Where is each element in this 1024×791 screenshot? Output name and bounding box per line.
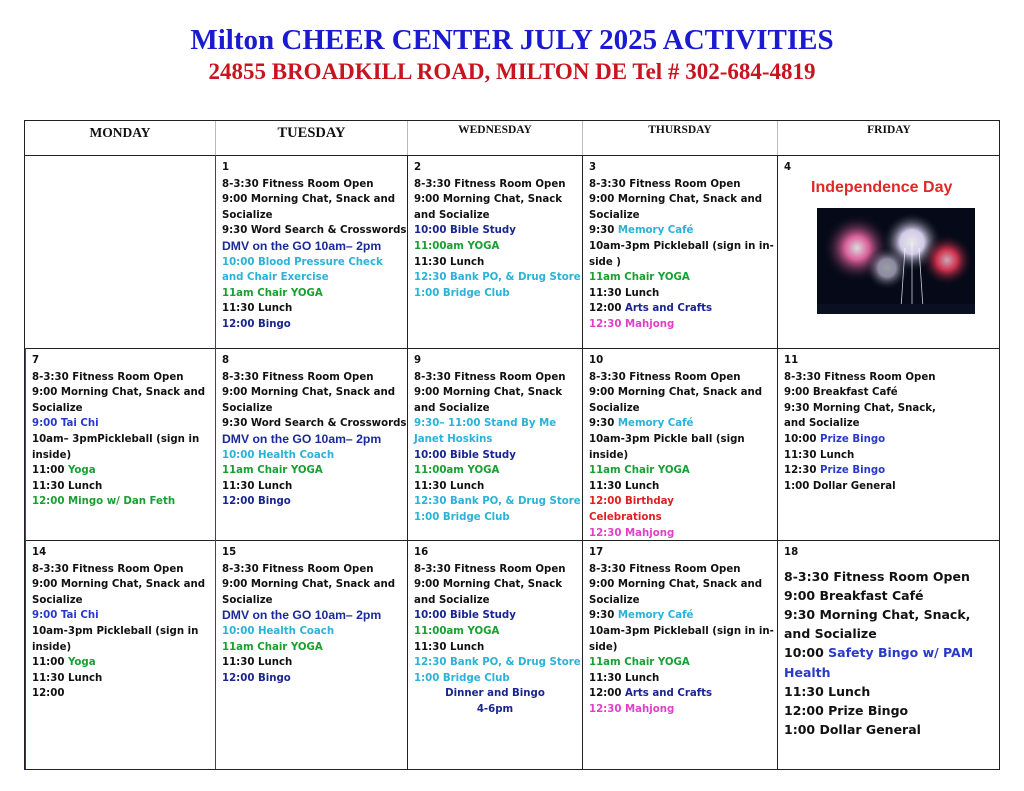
- activity: 1:00 Dollar General: [784, 480, 896, 492]
- activity: 10:00 Health Coach: [222, 625, 335, 637]
- activity: 8-3:30 Fitness Room Open: [589, 563, 741, 575]
- day-cell-9: [408, 349, 582, 540]
- day-number: 1: [222, 162, 230, 173]
- activity-time: 10:00: [784, 433, 820, 445]
- activity: 10:00 Bible Study: [414, 449, 516, 461]
- activity: [32, 463, 215, 479]
- activity: 4-6pm: [476, 703, 514, 715]
- activity: 11:30 Lunch: [414, 480, 485, 492]
- day-number: 14: [32, 547, 47, 558]
- activity: 11:30 Lunch: [589, 480, 660, 492]
- activity: 11:30 Lunch: [589, 672, 660, 684]
- activity: DMV on the GO 10am– 2pm: [222, 608, 382, 623]
- day-number: 18: [784, 547, 799, 558]
- activity: Dinner and Bingo: [445, 688, 545, 700]
- activity: 10am-3pm Pickle ball (sign inside): [589, 433, 745, 461]
- grid-line: [407, 121, 408, 156]
- day-number: 4: [784, 162, 792, 173]
- activity: 9:00 Morning Chat, Snack and Socialize: [589, 579, 763, 606]
- activity-time: 12:00: [589, 303, 625, 315]
- activity: 11:30 Lunch: [32, 672, 103, 684]
- activity-name: Memory Café: [617, 225, 694, 237]
- activity: 8-3:30 Fitness Room Open: [32, 563, 184, 575]
- activity: 11am Chair YOGA: [589, 657, 690, 669]
- activity-name: Yoga: [67, 657, 96, 669]
- activity: 11:30 Lunch: [414, 256, 485, 268]
- activity: 9:00 Morning Chat, Snack and Socialize: [414, 194, 563, 221]
- day-number: 2: [414, 162, 422, 173]
- activity: 11am Chair YOGA: [222, 287, 323, 299]
- activity: 12:30 Bank PO, & Drug Store: [414, 272, 581, 284]
- day-cell-2: [408, 156, 582, 348]
- activity: 10:00 Blood Pressure Check and Chair Exercise: [222, 256, 383, 284]
- activity: 8-3:30 Fitness Room Open: [589, 178, 741, 190]
- activity: 11:30 Lunch: [222, 303, 293, 315]
- activity: 8-3:30 Fitness Room Open: [414, 563, 566, 575]
- day-cell-8: [216, 349, 407, 540]
- activity-time: 11:00: [32, 657, 68, 669]
- activity: 9:30 Morning Chat, Snack, and Socialize: [784, 402, 936, 430]
- activity: 9:00 Tai Chi: [32, 610, 99, 622]
- grid-line: [215, 121, 216, 156]
- activity: 8-3:30 Fitness Room Open: [222, 178, 374, 190]
- day-number: 16: [414, 547, 429, 558]
- activity: 8-3:30 Fitness Room Open: [414, 371, 566, 383]
- activity: 8-3:30 Fitness Room Open: [222, 371, 374, 383]
- day-cell-10: [583, 349, 777, 540]
- activity-name: Prize Bingo: [819, 433, 886, 445]
- activity: 12:30 Mahjong: [589, 527, 675, 539]
- activity-name: Yoga: [67, 465, 96, 477]
- activity-name: Arts and Crafts: [624, 303, 713, 315]
- header-wednesday: WEDNESDAY: [458, 124, 532, 136]
- activity-time: 10:00: [784, 645, 829, 661]
- activity: 11am Chair YOGA: [589, 272, 690, 284]
- activity: 9:30 Morning Chat, Snack, and Socialize: [784, 607, 971, 642]
- activity: 10:00 Health Coach: [222, 449, 335, 461]
- activity: 9:00 Morning Chat, Snack and Socialize: [414, 387, 563, 414]
- activity: 9:00 Breakfast Café: [784, 587, 924, 603]
- activity: [589, 223, 777, 239]
- activity: 8-3:30 Fitness Room Open: [784, 371, 936, 383]
- activity: [589, 301, 777, 317]
- page-subtitle: 24855 BROADKILL ROAD, MILTON DE Tel # 302-684-4819: [208, 59, 816, 84]
- activity: 12:00 Bingo: [222, 318, 291, 330]
- activity: 9:00 Morning Chat, Snack and Socialize: [222, 579, 396, 606]
- activity: [589, 686, 777, 702]
- day-cell-16: [408, 541, 582, 769]
- activity: 1:00 Bridge Club: [414, 672, 510, 684]
- activity: 9:00 Morning Chat, Snack and Socialize: [32, 387, 206, 414]
- activity: 9:00 Morning Chat, Snack and Socialize: [222, 194, 396, 221]
- day-number: 10: [589, 355, 604, 366]
- activity: [784, 432, 999, 448]
- activity: 11am Chair YOGA: [222, 465, 323, 477]
- activity: 12:30 Bank PO, & Drug Store: [414, 657, 581, 669]
- day-cell-15: [216, 541, 407, 769]
- day-number: 7: [32, 355, 40, 366]
- activity: 10am-3pm Pickleball (sign in in-side ): [589, 240, 774, 268]
- activity: 11:30 Lunch: [414, 641, 485, 653]
- grid-line: [777, 121, 778, 156]
- activity: 1:00 Bridge Club: [414, 511, 510, 523]
- activity-time: 9:30: [589, 418, 618, 430]
- day-number: 9: [414, 355, 422, 366]
- day-cell-4: [778, 156, 999, 348]
- activity: 11:00am YOGA: [414, 625, 500, 637]
- activity: 12:00 Birthday Celebrations: [589, 496, 674, 523]
- activity: [589, 416, 777, 432]
- header-friday: FRIDAY: [867, 124, 911, 136]
- day-cell-18: [778, 541, 999, 769]
- activity: 9:00 Tai Chi: [32, 418, 99, 430]
- activity: 12:00 Bingo: [222, 496, 291, 508]
- day-number: 3: [589, 162, 597, 173]
- activity-name: Memory Café: [617, 610, 694, 622]
- activity: 8-3:30 Fitness Room Open: [784, 568, 970, 584]
- day-cell-11: [778, 349, 999, 540]
- activity: 11:00am YOGA: [414, 240, 500, 252]
- header-thursday: THURSDAY: [648, 124, 712, 136]
- activity: 11am Chair YOGA: [222, 641, 323, 653]
- activity-name: Prize Bingo: [819, 465, 886, 477]
- activity: 11:30 Lunch: [784, 449, 855, 461]
- activity-time: 11:00: [32, 465, 68, 477]
- day-cell-14: [26, 541, 215, 769]
- activity: [784, 463, 999, 479]
- day-number: 11: [784, 355, 799, 366]
- day-number: 8: [222, 355, 230, 366]
- activity-time: 12:00: [589, 688, 625, 700]
- activity: 9:00 Morning Chat, Snack and Socialize: [589, 194, 763, 221]
- page-title: Milton CHEER CENTER JULY 2025 ACTIVITIES: [190, 24, 834, 56]
- header-tuesday: TUESDAY: [277, 125, 346, 141]
- fireworks-graphic: [817, 208, 975, 314]
- activity-time: 12:30: [784, 465, 820, 477]
- activity: 1:00 Dollar General: [784, 722, 921, 738]
- activity: 12:00 Bingo: [222, 672, 291, 684]
- activity-time: 9:30: [589, 610, 618, 622]
- activity: 12:00 Prize Bingo: [784, 703, 909, 719]
- activity: 10:00 Bible Study: [414, 225, 516, 237]
- activity: 11:30 Lunch: [589, 287, 660, 299]
- calendar-grid: [24, 120, 1000, 770]
- activity: DMV on the GO 10am– 2pm: [222, 431, 382, 446]
- activity: 11:30 Lunch: [222, 480, 293, 492]
- activity: 12:30 Bank PO, & Drug Store: [414, 496, 581, 508]
- activity: 8-3:30 Fitness Room Open: [222, 563, 374, 575]
- activity: 9:00 Breakfast Café: [784, 387, 898, 399]
- day-number: 17: [589, 547, 604, 558]
- activity: 11:30 Lunch: [32, 480, 103, 492]
- activity: 8-3:30 Fitness Room Open: [414, 178, 566, 190]
- activity: 10am-3pm Pickleball (sign in inside): [32, 625, 199, 653]
- activity-name: Arts and Crafts: [624, 688, 713, 700]
- activity: 8-3:30 Fitness Room Open: [589, 371, 741, 383]
- activity: 12:30 Mahjong: [589, 703, 675, 715]
- activity: [589, 608, 777, 624]
- activity: 9:00 Morning Chat, Snack and Socialize: [222, 387, 396, 414]
- activity: 1:00 Bridge Club: [414, 287, 510, 299]
- activity-time: 9:30: [589, 225, 618, 237]
- activity: DMV on the GO 10am– 2pm: [222, 238, 382, 253]
- activity: 9:30– 11:00 Stand By Me Janet Hoskins: [414, 418, 557, 445]
- day-cell-1: [216, 156, 407, 348]
- activity: 12:00 Mingo w/ Dan Feth: [32, 496, 176, 508]
- activity: 8-3:30 Fitness Room Open: [32, 371, 184, 383]
- day-cell-17: [583, 541, 777, 769]
- activity: 9:30 Word Search & Crosswords: [222, 225, 407, 237]
- holiday-label: Independence Day: [811, 179, 953, 196]
- activity: 9:00 Morning Chat, Snack and Socialize: [414, 579, 563, 606]
- grid-line: [582, 121, 583, 156]
- activity: 11:30 Lunch: [784, 683, 871, 699]
- day-cell-7: [26, 349, 215, 540]
- activity: 12:30 Mahjong: [589, 318, 675, 330]
- activity: 12:00: [32, 688, 65, 700]
- activity: [32, 655, 215, 671]
- activity-name: Safety Bingo w/ PAM Health: [784, 645, 974, 680]
- activity: 11:30 Lunch: [222, 657, 293, 669]
- activity: 9:30 Word Search & Crosswords: [222, 418, 407, 430]
- activity: 10am– 3pmPickleball (sign in inside): [32, 433, 200, 461]
- activity: 10am-3pm Pickleball (sign in in-side): [589, 625, 774, 653]
- activity: 11:00am YOGA: [414, 465, 500, 477]
- activity: 9:00 Morning Chat, Snack and Socialize: [32, 579, 206, 606]
- activity: 10:00 Bible Study: [414, 610, 516, 622]
- day-cell-3: [583, 156, 777, 348]
- fireworks-image: [817, 208, 975, 314]
- activity: [784, 643, 999, 681]
- activity-name: Memory Café: [617, 418, 694, 430]
- activity: 11am Chair YOGA: [589, 465, 690, 477]
- day-number: 15: [222, 547, 237, 558]
- header-monday: MONDAY: [89, 125, 151, 140]
- activity: 9:00 Morning Chat, Snack and Socialize: [589, 387, 763, 414]
